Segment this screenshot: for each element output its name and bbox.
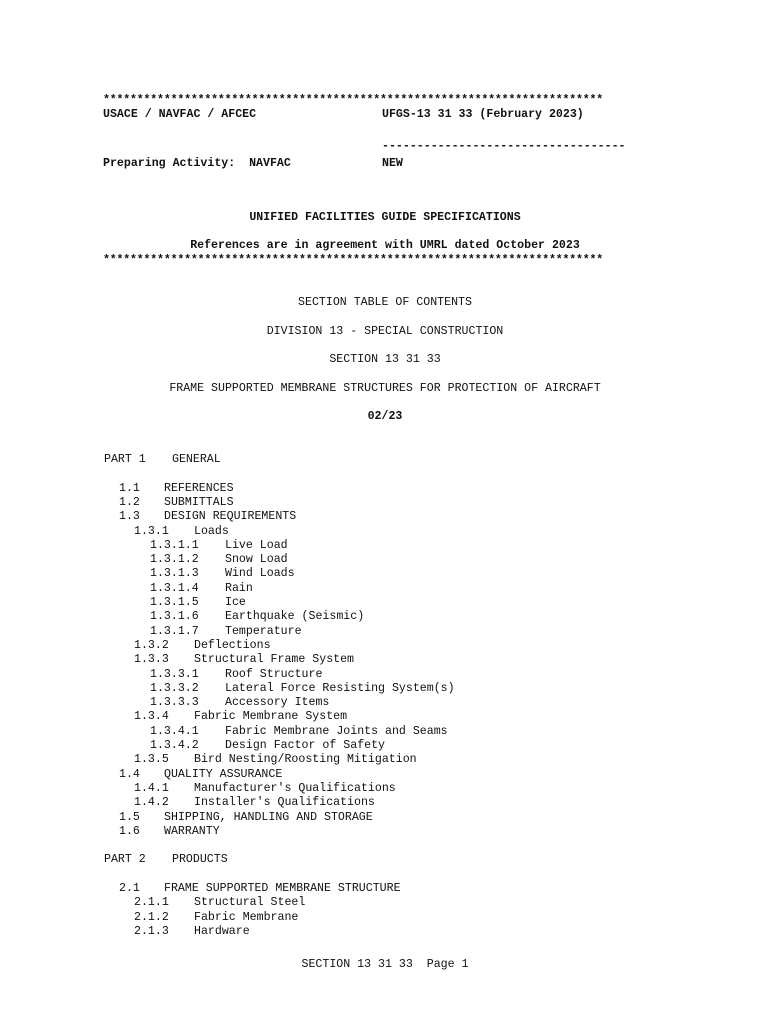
toc-item-title: SUBMITTALS bbox=[164, 495, 234, 509]
toc-item-number: 1.2 bbox=[119, 495, 140, 509]
toc-item-number: 2.1.3 bbox=[134, 924, 169, 938]
toc-item-number: 1.4.1 bbox=[134, 781, 169, 795]
org-label: USACE / NAVFAC / AFCEC bbox=[103, 108, 257, 121]
toc-item-title: Design Factor of Safety bbox=[225, 739, 386, 752]
toc-item-number: 1.5 bbox=[119, 810, 140, 824]
toc-item-title: Deflections bbox=[194, 638, 271, 652]
toc-item-title: Ice bbox=[225, 596, 246, 609]
toc-item-number: 2.1.1 bbox=[134, 896, 169, 910]
toc-item-title: DESIGN REQUIREMENTS bbox=[164, 510, 297, 524]
toc-item-title: Accessory Items bbox=[225, 696, 330, 710]
toc-item-title: Structural Frame System bbox=[194, 653, 355, 667]
toc-item-number: 1.3.4.2 bbox=[150, 739, 199, 752]
toc-item-title: Snow Load bbox=[225, 553, 288, 567]
toc-item-title: Loads bbox=[194, 524, 229, 538]
toc-item-title: Installer's Qualifications bbox=[194, 796, 375, 810]
spec-id: UFGS-13 31 33 (February 2023) bbox=[382, 108, 584, 121]
toc-item-number: 1.3.1.2 bbox=[150, 553, 199, 567]
toc-item-title: Hardware bbox=[194, 924, 250, 938]
toc-item-number: 1.3.3 bbox=[134, 653, 169, 667]
toc-part-title: PRODUCTS bbox=[172, 853, 228, 867]
toc-item-title: Fabric Membrane bbox=[194, 910, 299, 924]
toc-item-number: 1.3.1 bbox=[134, 524, 169, 538]
toc-item-number: 1.4 bbox=[119, 767, 140, 781]
toc-item-number: 1.3.3.1 bbox=[150, 667, 199, 681]
toc-item-title: Wind Loads bbox=[225, 567, 295, 581]
toc-item-number: 2.1 bbox=[119, 882, 140, 895]
toc-item-number: 1.3.3.3 bbox=[150, 696, 199, 710]
toc-item-title: Structural Steel bbox=[194, 896, 306, 910]
toc-item-title: FRAME SUPPORTED MEMBRANE STRUCTURE bbox=[164, 882, 401, 895]
toc-item-title: WARRANTY bbox=[164, 824, 220, 838]
toc-item-number: 1.3.1.6 bbox=[150, 610, 199, 624]
preparing-activity: Preparing Activity: NAVFAC bbox=[103, 157, 291, 170]
toc-item-number: 1.3.1.3 bbox=[150, 567, 199, 581]
page-footer: SECTION 13 31 33 Page 1 bbox=[301, 958, 469, 971]
toc-item-title: Earthquake (Seismic) bbox=[225, 610, 365, 624]
toc-part-title: GENERAL bbox=[172, 453, 221, 466]
toc-item-number: 1.3.1.7 bbox=[150, 624, 199, 638]
toc-item-title: QUALITY ASSURANCE bbox=[164, 767, 283, 781]
toc-part-number: PART 2 bbox=[104, 853, 146, 867]
toc-item-number: 1.3.4 bbox=[134, 710, 169, 724]
star-separator-bottom: ************************************************************************** bbox=[103, 254, 604, 267]
section-date: 02/23 bbox=[367, 410, 403, 423]
toc-item-number: 1.3.1.5 bbox=[150, 596, 199, 609]
toc-item-number: 2.1.2 bbox=[134, 910, 169, 924]
toc-item-number: 1.3.2 bbox=[134, 638, 169, 652]
division-heading: DIVISION 13 - SPECIAL CONSTRUCTION bbox=[266, 325, 504, 338]
toc-item-title: Fabric Membrane Joints and Seams bbox=[225, 724, 448, 738]
toc-item-title: Temperature bbox=[225, 624, 302, 638]
section-heading: SECTION 13 31 33 bbox=[329, 353, 441, 366]
toc-item-title: Fabric Membrane System bbox=[194, 710, 348, 724]
toc-part-number: PART 1 bbox=[104, 453, 146, 466]
references-note: References are in agreement with UMRL dated October 2023 bbox=[190, 239, 580, 252]
toc-item-title: Bird Nesting/Roosting Mitigation bbox=[194, 753, 417, 767]
toc-item-number: 1.6 bbox=[119, 824, 140, 838]
toc-item-title: REFERENCES bbox=[164, 481, 234, 495]
toc-heading: SECTION TABLE OF CONTENTS bbox=[298, 296, 472, 309]
toc-item-number: 1.1 bbox=[119, 481, 140, 495]
dash-separator: ----------------------------------- bbox=[382, 140, 626, 153]
toc-item-title: Rain bbox=[225, 581, 253, 595]
toc-item-title: Lateral Force Resisting System(s) bbox=[225, 681, 455, 695]
section-name: FRAME SUPPORTED MEMBRANE STRUCTURES FOR PROTECTION OF AIRCRAFT bbox=[169, 382, 601, 395]
toc-item-title: SHIPPING, HANDLING AND STORAGE bbox=[164, 810, 373, 824]
toc-item-number: 1.3.1.1 bbox=[150, 538, 199, 552]
toc-item-number: 1.3.5 bbox=[134, 753, 169, 767]
toc-item-number: 1.3.4.1 bbox=[150, 724, 199, 738]
toc-item-number: 1.3 bbox=[119, 510, 140, 524]
toc-item-title: Live Load bbox=[225, 538, 288, 552]
toc-item-title: Roof Structure bbox=[225, 667, 323, 681]
toc-item-number: 1.3.3.2 bbox=[150, 681, 199, 695]
toc-item-number: 1.3.1.4 bbox=[150, 581, 199, 595]
toc-item-number: 1.4.2 bbox=[134, 796, 169, 810]
star-separator-top: ************************************************************************** bbox=[103, 94, 604, 107]
status-label: NEW bbox=[382, 157, 403, 170]
toc-item-title: Manufacturer's Qualifications bbox=[194, 781, 396, 795]
document-title: UNIFIED FACILITIES GUIDE SPECIFICATIONS bbox=[249, 211, 521, 224]
